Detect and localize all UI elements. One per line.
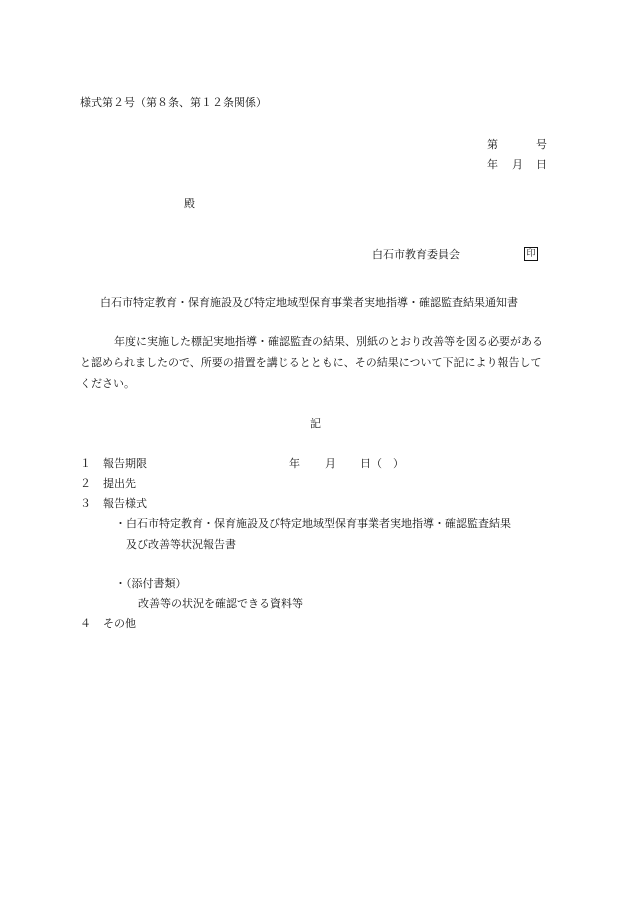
seal-mark	[524, 247, 538, 261]
number-go: 号	[536, 138, 547, 151]
item1-number: １	[80, 457, 91, 470]
number-dai: 第	[487, 138, 498, 151]
item2-number: ２	[80, 477, 91, 490]
item3-sub2-detail: 改善等の状況を確認できる資料等	[138, 597, 303, 610]
item3-sub1-line1: ・白石市特定教育・保育施設及び特定地域型保育事業者実地指導・確認監査結果	[115, 517, 511, 530]
date-month: 月	[512, 158, 523, 171]
item2-label: 提出先	[103, 477, 136, 490]
item1-day: 日（ ）	[360, 457, 404, 470]
issuer-name: 白石市教育委員会	[372, 248, 460, 261]
document-title: 白石市特定教育・保育施設及び特定地域型保育事業者実地指導・確認監査結果通知書	[100, 296, 518, 309]
addressee-suffix: 殿	[184, 197, 195, 210]
item1-year: 年	[289, 457, 300, 470]
date-day: 日	[536, 158, 547, 171]
item3-sub2: ・（添付書類）	[115, 577, 187, 590]
item1-label: 報告期限	[103, 457, 147, 470]
item3-label: 報告様式	[103, 497, 147, 510]
item4-label: その他	[103, 617, 136, 630]
item3-sub1-line2: 及び改善等状況報告書	[126, 538, 236, 551]
item3-number: ３	[80, 497, 91, 510]
seal-icon: 印	[524, 247, 538, 261]
item4-number: ４	[80, 617, 91, 630]
body-paragraph: 年度に実施した標記実地指導・確認監査の結果、別紙のとおり改善等を図る必要があると認められましたので、所要の措置を講じるとともに、その結果について下記により報告してください。	[80, 335, 543, 390]
ki-heading: 記	[310, 417, 321, 430]
form-id: 様式第２号（第８条、第１２条関係）	[80, 96, 267, 109]
item1-month: 月	[325, 457, 336, 470]
date-year: 年	[487, 158, 498, 171]
